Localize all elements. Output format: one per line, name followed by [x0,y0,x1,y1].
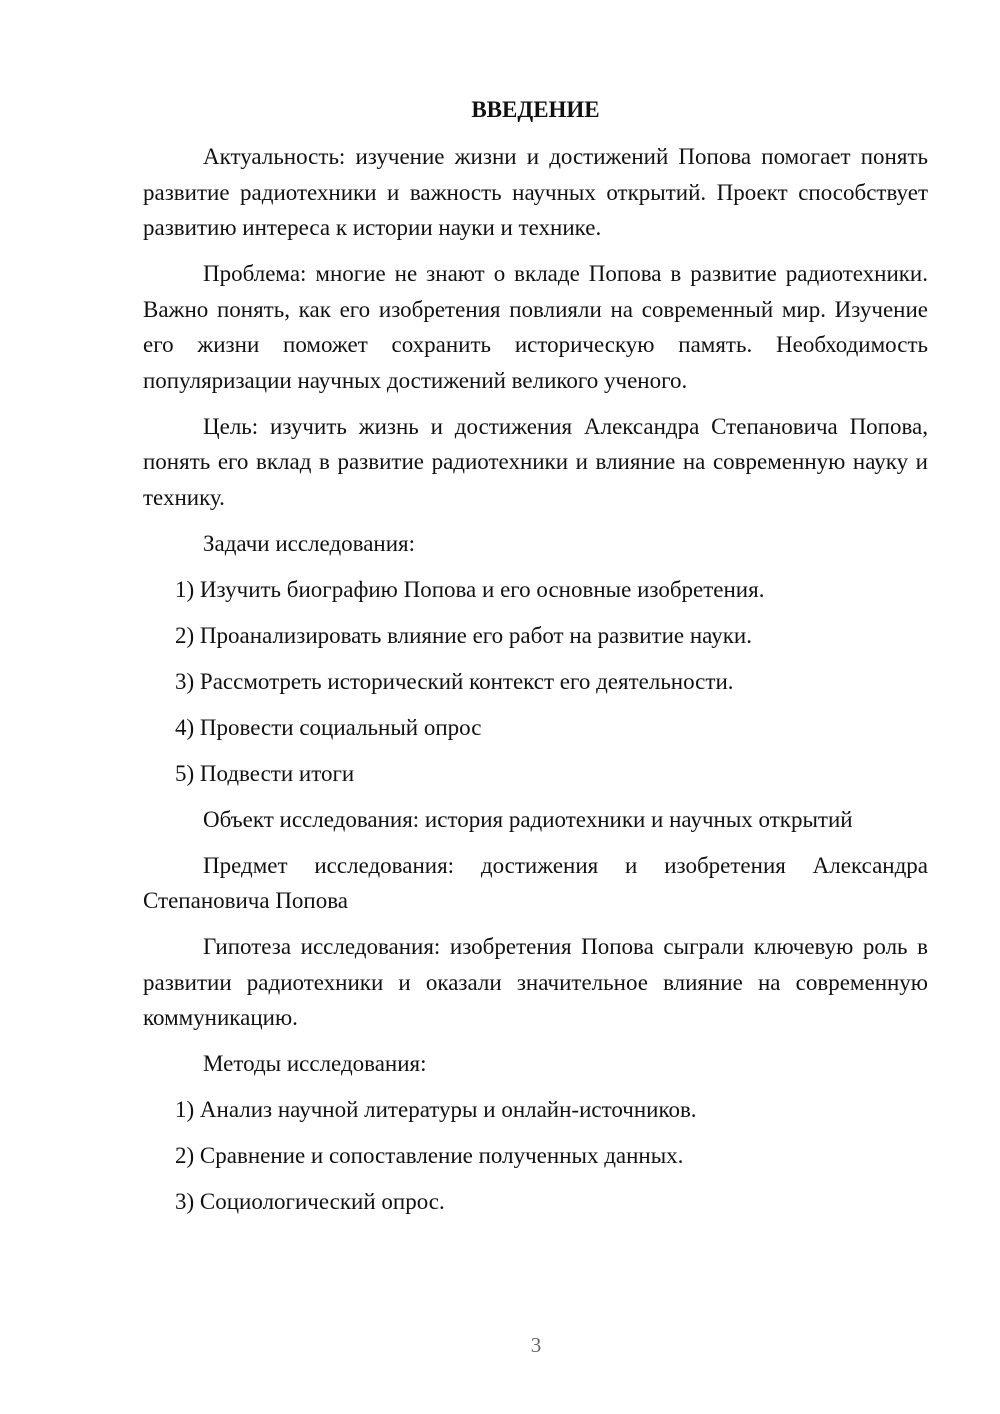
methods-list [143,1092,928,1220]
object-paragraph: Объект исследования: история радиотехники и научных открытий [203,806,853,832]
hypothesis-paragraph: Гипотеза исследования: изобретения Попова сыграли ключевую роль в развитии радиотехники и оказали значительное влияние на современную коммуникацию. [143,934,928,1030]
page-number: 3 [530,1333,542,1357]
list-item: 1) Анализ научной литературы и онлайн-источников. [175,1097,697,1122]
list-item: 3) Социологический опрос. [175,1189,445,1214]
list-item: 4) Провести социальный опрос [175,714,482,740]
methods-title: Методы исследования: [203,1051,427,1076]
list-item: 5) Подвести итоги [175,760,355,786]
list-item: 2) Сравнение и сопоставление полученных данных. [175,1143,684,1168]
problem-paragraph: Проблема: многие не знают о вкладе Попова в развитие радиотехники. Важно понять, как его изобретения повлияли на современный мир. Изучение его жизни поможет сохранить историческую память. Необходимость популяризации научных достижений великого ученого. [143,261,928,393]
tasks-title: Задачи исследования: [203,530,416,556]
list-item: 2) Проанализировать влияние его работ на развитие науки. [175,622,752,648]
relevance-paragraph: Актуальность: изучение жизни и достижений Попова помогает понять развитие радиотехники и важность научных открытий. Проект способствует развитию интереса к истории науки и технике. [143,144,928,240]
list-item: 3) Рассмотреть исторический контекст его деятельности. [175,668,734,694]
section-heading: ВВЕДЕНИЕ [471,97,600,122]
tasks-list [143,572,928,792]
list-item: 1) Изучить биографию Попова и его основные изобретения. [175,576,765,602]
document-body [143,92,928,1230]
goal-paragraph: Цель: изучить жизнь и достижения Александра Степановича Попова, понять его вклад в развитие радиотехники и влияние на современную науку и технику. [143,413,928,510]
subject-paragraph: Предмет исследования: достижения и изобретения Александра Степановича Попова [143,852,928,913]
